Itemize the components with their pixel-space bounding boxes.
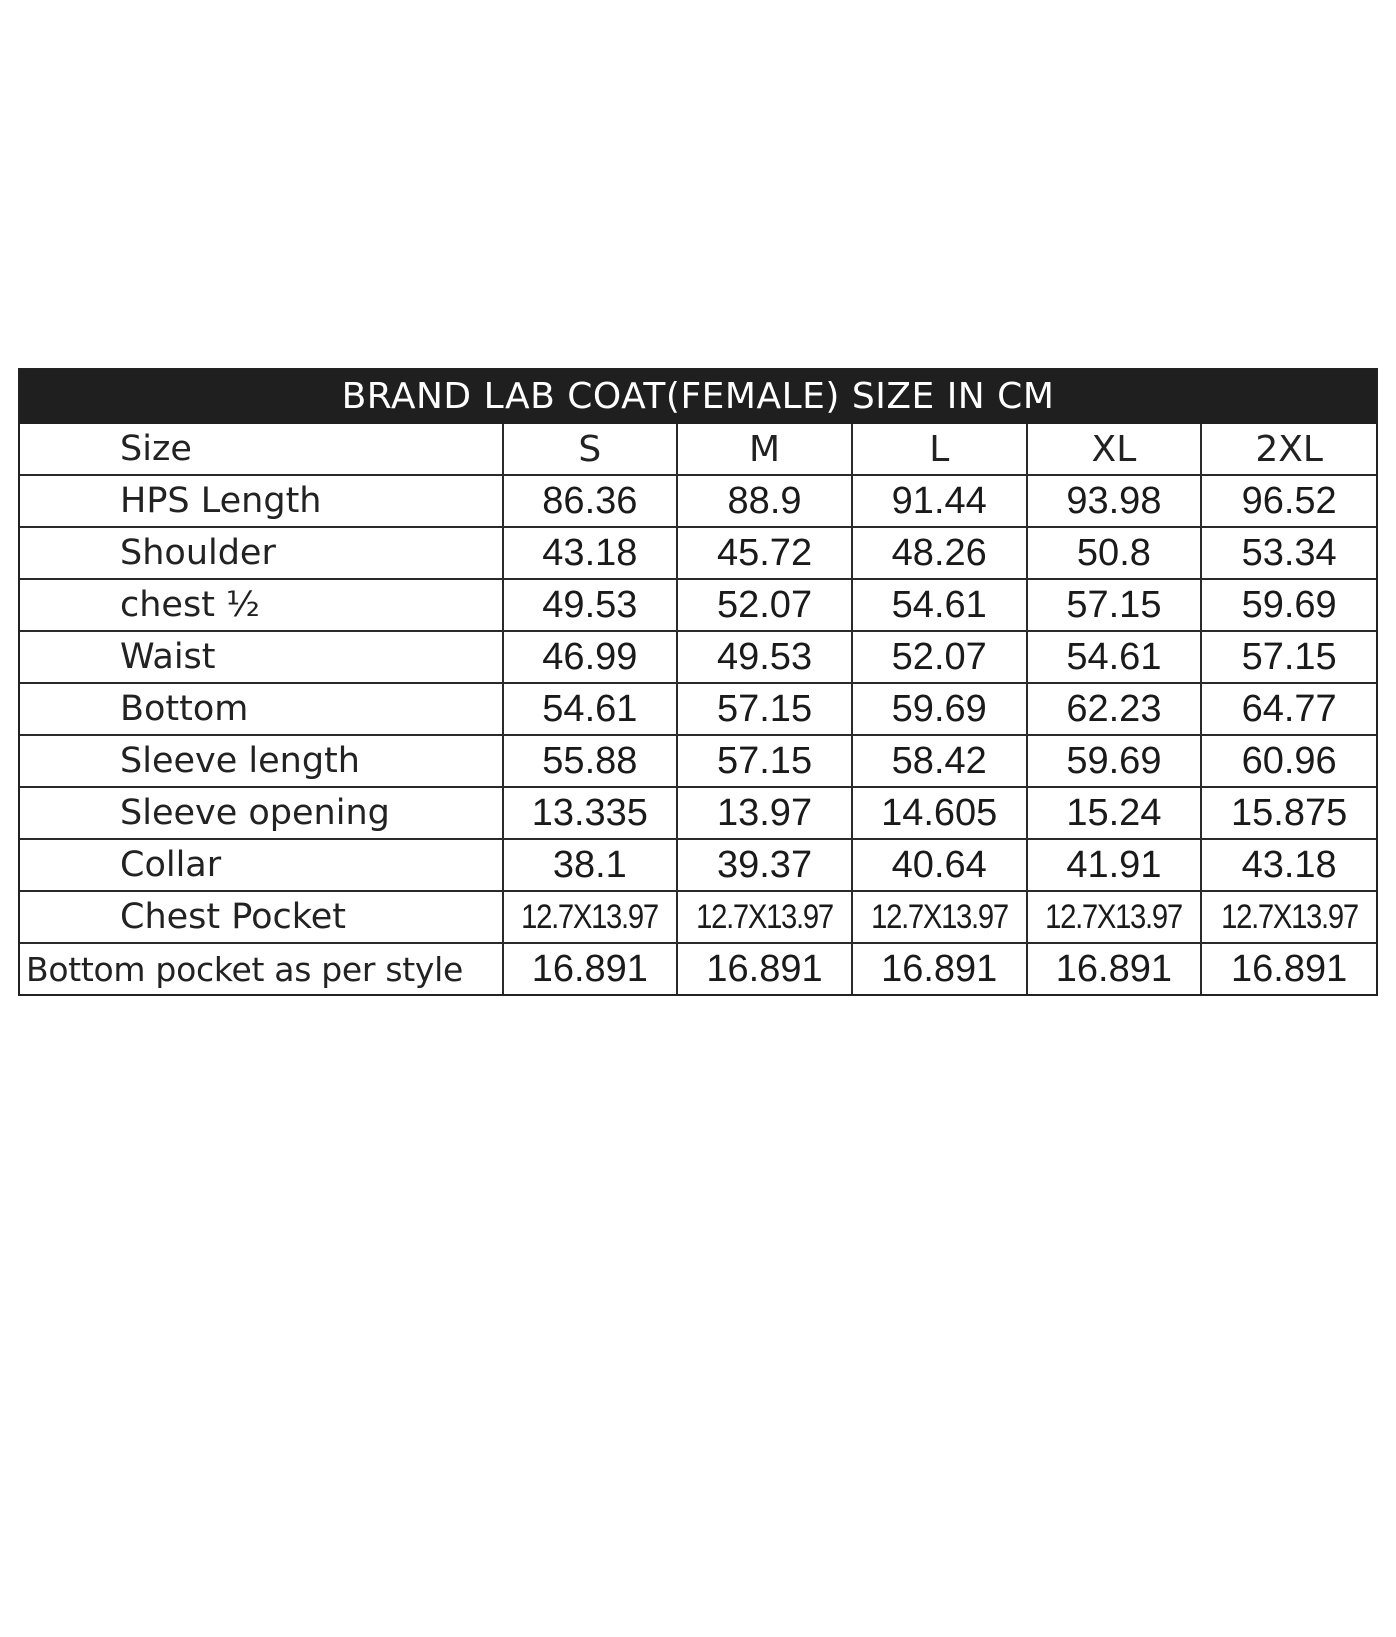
table-row	[20, 839, 1376, 891]
value-cell	[852, 891, 1027, 943]
value-cell: 86.36	[503, 475, 678, 527]
value-cell: 57.15	[677, 683, 852, 735]
value-cell: 59.69	[852, 683, 1027, 735]
table-row	[20, 943, 1376, 994]
row-label: Bottom pocket as per style	[20, 943, 503, 994]
value-cell: 55.88	[503, 735, 678, 787]
value-cell: 14.605	[852, 787, 1027, 839]
value-cell: 16.891	[852, 943, 1027, 994]
value-cell: 57.15	[677, 735, 852, 787]
value-cell: 16.891	[677, 943, 852, 994]
table-row	[20, 787, 1376, 839]
value-cell: 96.52	[1201, 475, 1376, 527]
table-row	[20, 475, 1376, 527]
value-cell: 43.18	[1201, 839, 1376, 891]
value-cell: 13.335	[503, 787, 678, 839]
value-cell: 48.26	[852, 527, 1027, 579]
chart-title: BRAND LAB COAT(FEMALE) SIZE IN CM	[20, 370, 1376, 424]
size-chart	[18, 368, 1378, 996]
value-cell: 53.34	[1201, 527, 1376, 579]
row-label: Bottom	[20, 683, 503, 735]
value-cell: 15.875	[1201, 787, 1376, 839]
value-text: 12.7X13.97	[521, 897, 659, 936]
size-header-2xl: 2XL	[1201, 424, 1376, 475]
value-cell: 50.8	[1027, 527, 1202, 579]
value-cell: 13.97	[677, 787, 852, 839]
value-cell: 91.44	[852, 475, 1027, 527]
value-cell: 39.37	[677, 839, 852, 891]
value-cell: 43.18	[503, 527, 678, 579]
table-row	[20, 735, 1376, 787]
size-header-m: M	[677, 424, 852, 475]
row-label: HPS Length	[20, 475, 503, 527]
size-table	[20, 424, 1376, 994]
value-text: 12.7X13.97	[1045, 897, 1183, 936]
value-cell: 49.53	[677, 631, 852, 683]
row-label: Waist	[20, 631, 503, 683]
value-cell: 64.77	[1201, 683, 1376, 735]
value-cell: 57.15	[1201, 631, 1376, 683]
value-cell	[503, 891, 678, 943]
table-row	[20, 891, 1376, 943]
row-label: Sleeve length	[20, 735, 503, 787]
value-cell	[677, 891, 852, 943]
value-cell	[1201, 891, 1376, 943]
value-cell: 15.24	[1027, 787, 1202, 839]
value-cell: 88.9	[677, 475, 852, 527]
value-text: 12.7X13.97	[870, 897, 1008, 936]
value-text: 12.7X13.97	[1220, 897, 1358, 936]
header-label: Size	[20, 424, 503, 475]
table-row	[20, 527, 1376, 579]
value-cell: 16.891	[1027, 943, 1202, 994]
row-label: Chest Pocket	[20, 891, 503, 943]
size-header-xl: XL	[1027, 424, 1202, 475]
value-cell: 59.69	[1201, 579, 1376, 631]
header-row	[20, 424, 1376, 475]
value-cell: 40.64	[852, 839, 1027, 891]
row-label: chest ½	[20, 579, 503, 631]
table-row	[20, 683, 1376, 735]
table-row	[20, 631, 1376, 683]
value-cell: 38.1	[503, 839, 678, 891]
value-cell: 16.891	[1201, 943, 1376, 994]
value-cell: 52.07	[677, 579, 852, 631]
size-header-l: L	[852, 424, 1027, 475]
value-cell: 45.72	[677, 527, 852, 579]
value-cell: 62.23	[1027, 683, 1202, 735]
row-label: Shoulder	[20, 527, 503, 579]
value-cell: 54.61	[503, 683, 678, 735]
value-cell: 93.98	[1027, 475, 1202, 527]
value-text: 12.7X13.97	[696, 897, 833, 936]
value-cell: 58.42	[852, 735, 1027, 787]
value-cell: 54.61	[852, 579, 1027, 631]
value-cell: 16.891	[503, 943, 678, 994]
value-cell: 52.07	[852, 631, 1027, 683]
row-label: Sleeve opening	[20, 787, 503, 839]
table-row	[20, 579, 1376, 631]
value-cell: 59.69	[1027, 735, 1202, 787]
value-cell: 49.53	[503, 579, 678, 631]
value-cell: 57.15	[1027, 579, 1202, 631]
value-cell	[1027, 891, 1202, 943]
value-cell: 54.61	[1027, 631, 1202, 683]
value-cell: 41.91	[1027, 839, 1202, 891]
row-label: Collar	[20, 839, 503, 891]
value-cell: 60.96	[1201, 735, 1376, 787]
size-header-s: S	[503, 424, 678, 475]
value-cell: 46.99	[503, 631, 678, 683]
